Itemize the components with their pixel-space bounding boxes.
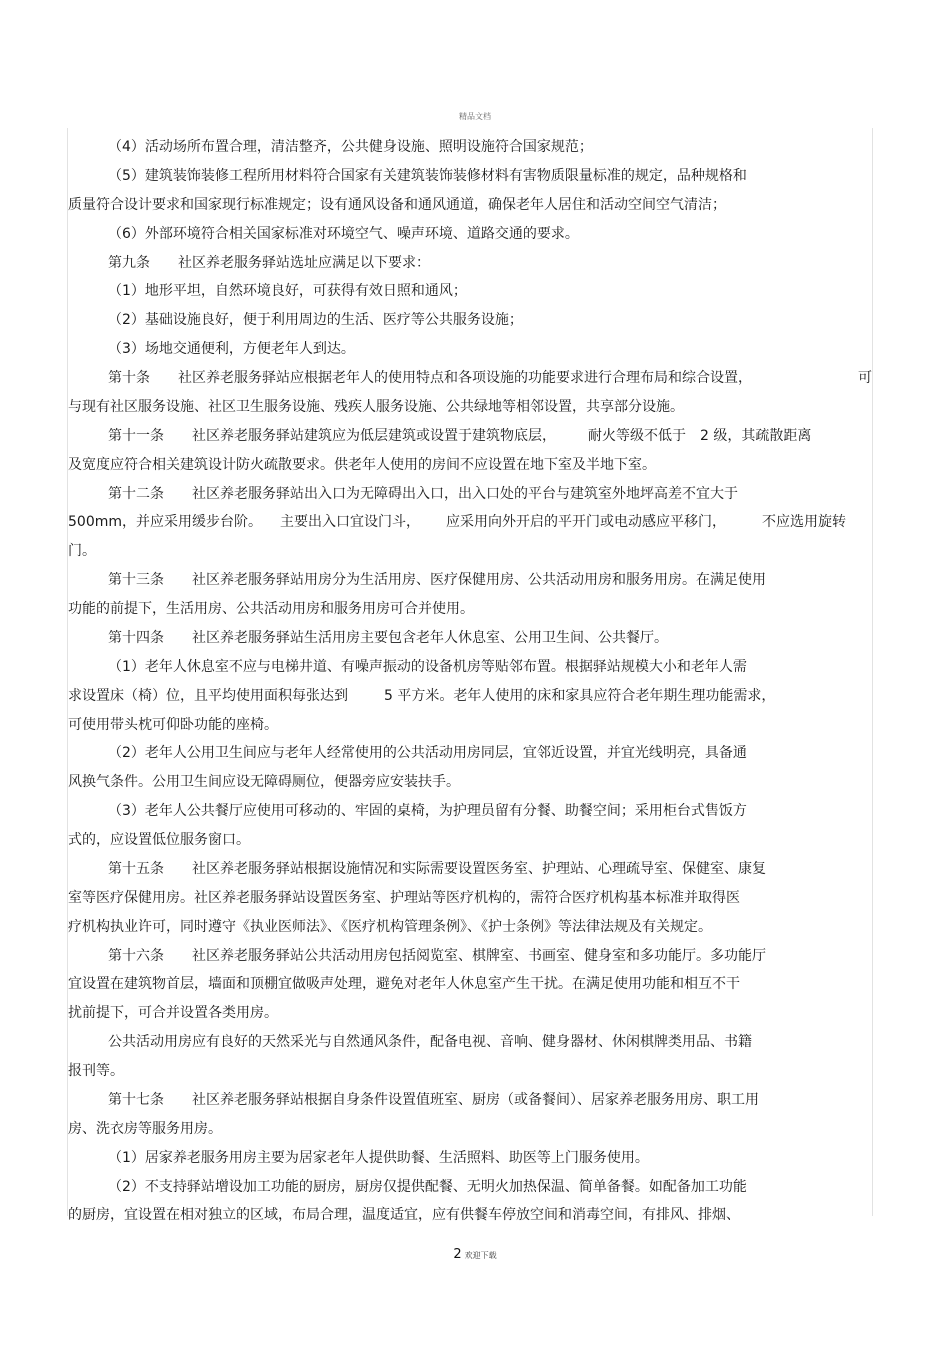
article-11-line bbox=[68, 422, 872, 451]
text-segment: 500mm，并应采用缓步台阶。 bbox=[68, 514, 262, 531]
paragraph-line: （1）地形平坦，自然环境良好，可获得有效日照和通风； bbox=[108, 283, 467, 300]
paragraph-line: （4）活动场所布置合理，清洁整齐，公共健身设施、照明设施符合国家规范； bbox=[108, 139, 593, 155]
text-segment: 不应选用旋转 bbox=[762, 514, 846, 531]
header-label: 精品文档 bbox=[459, 112, 491, 121]
paragraph-line: 及宽度应符合相关建筑设计防火疏散要求。供老年人使用的房间不应设置在地下室及半地下室。 bbox=[68, 456, 656, 473]
paragraph-line: （1）老年人休息室不应与电梯井道、有噪声振动的设备机房等贴邻布置。根据驿站规模大小和老年人需 bbox=[108, 658, 747, 675]
paragraph-line: （5）建筑装饰装修工程所用材料符合国家有关建筑装饰装修材料有害物质限量标准的规定，品种规格和 bbox=[108, 167, 747, 184]
paragraph-line: 门。 bbox=[68, 543, 96, 560]
paragraph-line: 功能的前提下，生活用房、公共活动用房和服务用房可合并使用。 bbox=[68, 601, 474, 617]
paragraph-line: 质量符合设计要求和国家现行标准规定；设有通风设备和通风通道，确保老年人居住和活动空间空气清洁； bbox=[68, 196, 726, 213]
right-margin-rule bbox=[872, 128, 873, 1216]
article-9-heading: 第九条 社区养老服务驿站选址应满足以下要求： bbox=[108, 254, 430, 271]
article-14-line: 第十四条 社区养老服务驿站生活用房主要包含老年人休息室、公用卫生间、公共餐厅。 bbox=[108, 629, 668, 646]
paragraph-line: （2）基础设施良好，便于利用周边的生活、医疗等公共服务设施； bbox=[108, 312, 523, 329]
page-footer bbox=[0, 1247, 950, 1262]
paragraph-line: 的厨房，宜设置在相对独立的区域，布局合理，温度适宜，应有供餐车停放空间和消毒空间，有排风、排烟、 bbox=[68, 1207, 740, 1224]
paragraph-line: （6）外部环境符合相关国家标准对环境空气、噪声环境、道路交通的要求。 bbox=[108, 225, 579, 242]
document-body bbox=[68, 133, 872, 1230]
text-segment: 应采用向外开启的平开门或电动感应平移门， bbox=[446, 514, 726, 531]
paragraph-line: 与现有社区服务设施、社区卫生服务设施、残疾人服务设施、公共绿地等相邻设置，共享部分设施。 bbox=[68, 398, 684, 415]
paragraph-line: 室等医疗保健用房。社区养老服务驿站设置医务室、护理站等医疗机构的，需符合医疗机构基本标准并取得医 bbox=[68, 889, 740, 906]
text-segment: 5 平方米。老年人使用的床和家具应符合老年期生理功能需求， bbox=[384, 687, 776, 704]
footer-label: 欢迎下载 bbox=[464, 1251, 497, 1260]
paragraph-line: 疗机构执业许可，同时遵守《执业医师法》、《医疗机构管理条例》、《护士条例》等法律法规及有关规定。 bbox=[68, 918, 712, 935]
paragraph-line: 可使用带头枕可仰卧功能的座椅。 bbox=[68, 716, 278, 733]
article-10-line bbox=[68, 364, 872, 393]
text-segment: 耐火等级不低于 bbox=[588, 427, 686, 444]
article-16-line: 第十六条 社区养老服务驿站公共活动用房包括阅览室、棋牌室、书画室、健身室和多功能厅。多功能厅 bbox=[108, 947, 766, 964]
paragraph-line: 报刊等。 bbox=[68, 1063, 124, 1079]
text-segment: 可 bbox=[858, 370, 872, 386]
paragraph-line bbox=[68, 508, 872, 537]
text-segment: 第十条 社区养老服务驿站应根据老年人的使用特点和各项设施的功能要求进行合理布局和综合设置， bbox=[108, 370, 752, 386]
text-segment: 第十一条 社区养老服务驿站建筑应为低层建筑或设置于建筑物底层， bbox=[108, 427, 556, 444]
article-13-line: 第十三条 社区养老服务驿站用房分为生活用房、医疗保健用房、公共活动用房和服务用房。在满足使用 bbox=[108, 572, 766, 589]
paragraph-line: （2）老年人公用卫生间应与老年人经常使用的公共活动用房同层，宜邻近设置，并宜光线明亮，具备通 bbox=[108, 745, 747, 762]
paragraph-line: 房、洗衣房等服务用房。 bbox=[68, 1120, 222, 1137]
paragraph-line: （3）老年人公共餐厅应使用可移动的、牢固的桌椅，为护理员留有分餐、助餐空间；采用柜台式售饭方 bbox=[108, 803, 747, 820]
paragraph-line: （3）场地交通便利，方便老年人到达。 bbox=[108, 341, 355, 358]
text-segment: 求设置床（椅）位，且平均使用面积每张达到 bbox=[68, 687, 348, 704]
text-segment: 主要出入口宜设门斗， bbox=[280, 514, 420, 531]
paragraph-line: 宜设置在建筑物首层，墙面和顶棚宜做吸声处理，避免对老年人休息室产生干扰。在满足使用功能和相互不干 bbox=[68, 976, 740, 993]
paragraph-line: 公共活动用房应有良好的天然采光与自然通风条件，配备电视、音响、健身器材、休闲棋牌类用品、书籍 bbox=[108, 1034, 752, 1051]
article-17-line: 第十七条 社区养老服务驿站根据自身条件设置值班室、厨房（或备餐间）、居家养老服务用房、职工用 bbox=[108, 1091, 759, 1108]
paragraph-line: 风换气条件。公用卫生间应设无障碍厕位，便器旁应安装扶手。 bbox=[68, 774, 460, 791]
paragraph-line bbox=[68, 682, 872, 711]
article-15-line: 第十五条 社区养老服务驿站根据设施情况和实际需要设置医务室、护理站、心理疏导室、保健室、康复 bbox=[108, 860, 766, 877]
paragraph-line: （2）不支持驿站增设加工功能的厨房，厨房仅提供配餐、无明火加热保温、简单备餐。如配备加工功能 bbox=[108, 1178, 747, 1195]
article-12-line: 第十二条 社区养老服务驿站出入口为无障碍出入口，出入口处的平台与建筑室外地坪高差不宜大于 bbox=[108, 485, 738, 502]
text-segment: 2 级，其疏散距离 bbox=[700, 427, 812, 444]
page-number: 2 bbox=[453, 1247, 462, 1262]
paragraph-line: （1）居家养老服务用房主要为居家老年人提供助餐、生活照料、助医等上门服务使用。 bbox=[108, 1149, 649, 1166]
paragraph-line: 扰前提下，可合并设置各类用房。 bbox=[68, 1005, 278, 1022]
paragraph-line: 式的，应设置低位服务窗口。 bbox=[68, 832, 250, 848]
